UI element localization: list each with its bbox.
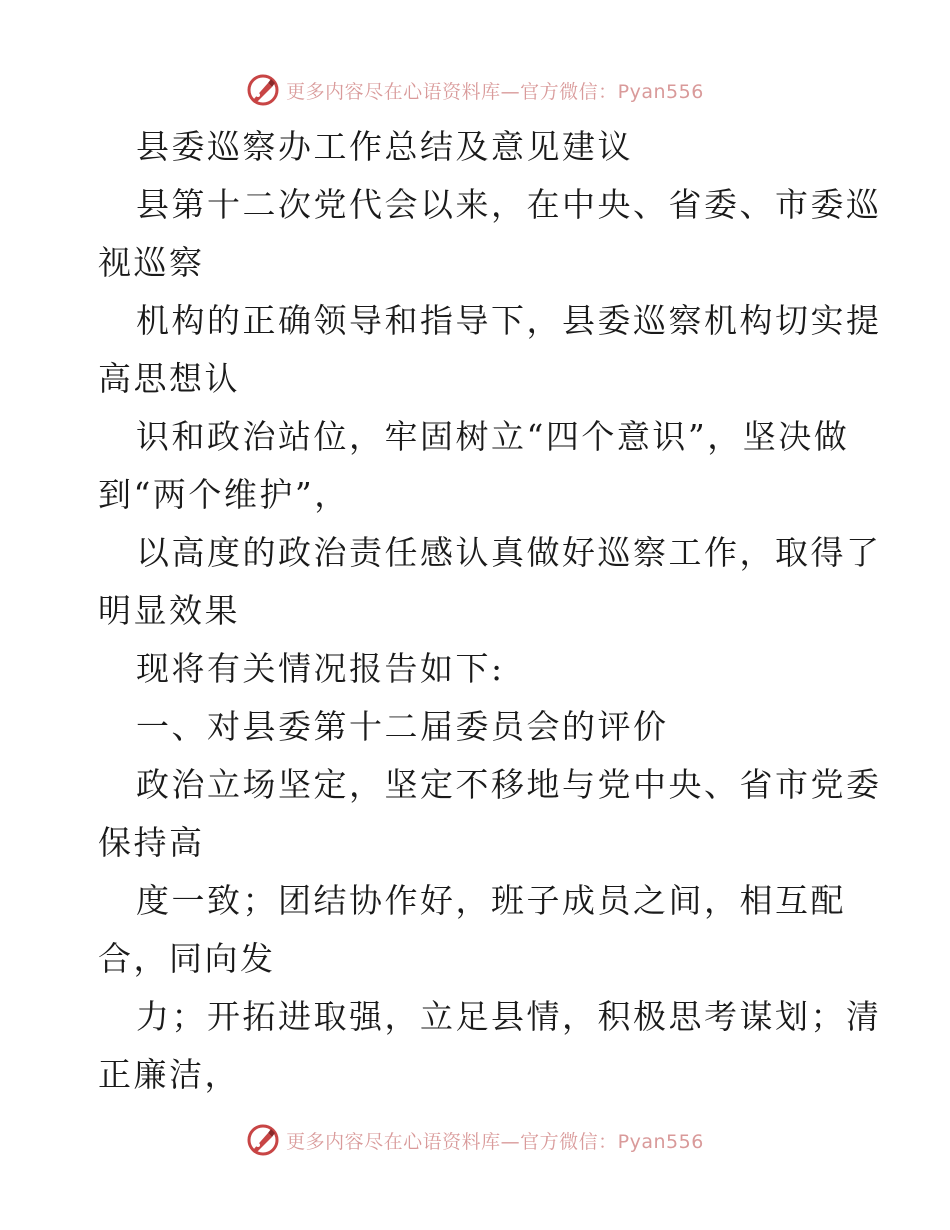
text-line: 明显效果 [98, 591, 240, 630]
text-line: 到“两个维护”， [98, 475, 350, 514]
text-line: 识和政治站位，牢固树立“四个意识”，坚决做 [136, 417, 850, 456]
header-watermark [0, 70, 950, 110]
text-line: 正廉洁， [98, 1055, 240, 1094]
text-line: 保持高 [98, 823, 205, 862]
footer-watermark [0, 1120, 950, 1160]
text-line: 视巡察 [98, 243, 205, 282]
text-line: 度一致；团结协作好，班子成员之间，相互配 [136, 881, 846, 920]
watermark-text: 更多内容尽在心语资料库—官方微信：Pyan556 [286, 80, 704, 103]
text-line: 高思想认 [98, 359, 240, 398]
pen-logo-icon [246, 1123, 280, 1157]
text-line: 力；开拓进取强，立足县情，积极思考谋划；清 [136, 997, 882, 1036]
text-line: 机构的正确领导和指导下，县委巡察机构切实提 [136, 301, 882, 340]
document-body [98, 118, 882, 1104]
pen-logo-icon [246, 73, 280, 107]
text-line: 一、对县委第十二届委员会的评价 [136, 707, 669, 746]
text-line: 以高度的政治责任感认真做好巡察工作，取得了 [136, 533, 882, 572]
text-line: 现将有关情况报告如下: [136, 649, 505, 688]
text-line: 县第十二次党代会以来，在中央、省委、市委巡 [136, 185, 882, 224]
watermark-text: 更多内容尽在心语资料库—官方微信：Pyan556 [286, 1130, 704, 1153]
text-line: 合，同向发 [98, 939, 276, 978]
text-line: 县委巡察办工作总结及意见建议 [136, 127, 633, 166]
text-line: 政治立场坚定，坚定不移地与党中央、省市党委 [136, 765, 882, 804]
